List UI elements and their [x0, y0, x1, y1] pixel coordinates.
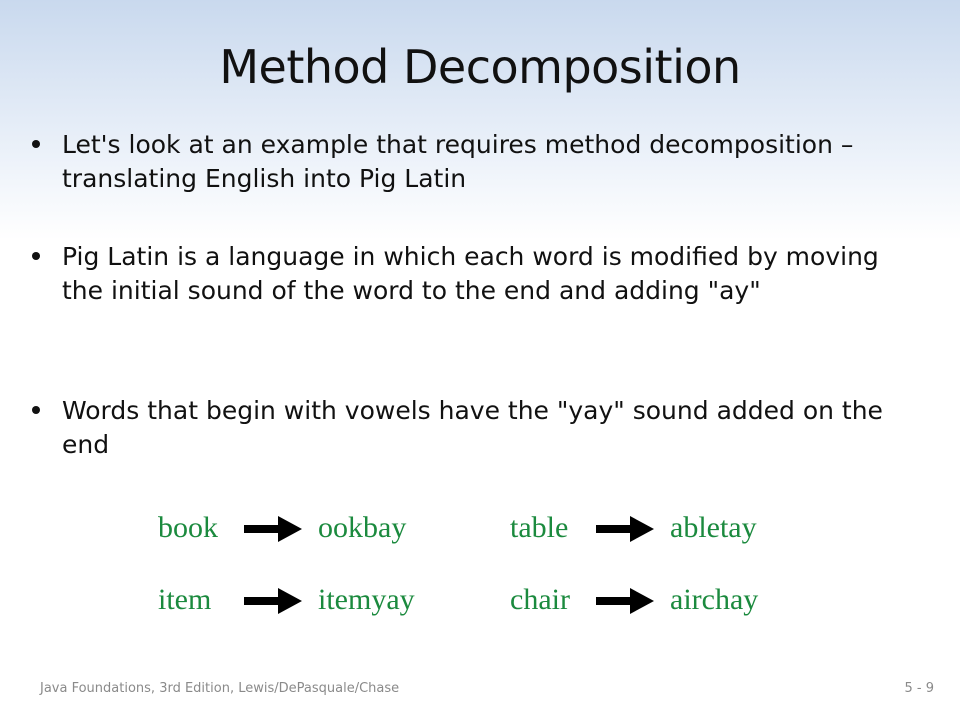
bullet-dot-icon [32, 252, 40, 260]
example-pig-latin-word: itemyay [318, 583, 415, 616]
bullet-dot-icon [32, 140, 40, 148]
example-english-word: book [158, 511, 218, 544]
example-english-word: item [158, 583, 212, 616]
example-pig-latin-word: airchay [670, 583, 759, 616]
right-arrow-icon [596, 586, 654, 616]
example-english-word: chair [510, 583, 570, 616]
bullet-text: Pig Latin is a language in which each word is modified by moving the initial sound of the word to the end and adding "ay" [62, 242, 879, 305]
example-pig-latin-word: abletay [670, 511, 757, 544]
bullet-text: Words that begin with vowels have the "yay" sound added on the end [62, 396, 883, 459]
bullet-item [28, 240, 922, 308]
right-arrow-icon [596, 514, 654, 544]
bullet-text: Let's look at an example that requires method decomposition – translating English into Pig Latin [62, 130, 854, 193]
bullet-dot-icon [32, 406, 40, 414]
right-arrow-icon [244, 586, 302, 616]
right-arrow-icon [244, 514, 302, 544]
bullet-item [28, 128, 922, 196]
example-pig-latin-word: ookbay [318, 511, 407, 544]
footer-source: Java Foundations, 3rd Edition, Lewis/DePasquale/Chase [40, 681, 400, 696]
page-number: 5 - 9 [904, 681, 934, 696]
example-english-word: table [510, 511, 569, 544]
bullet-item [28, 394, 922, 462]
slide-title: Method Decomposition [219, 40, 741, 94]
